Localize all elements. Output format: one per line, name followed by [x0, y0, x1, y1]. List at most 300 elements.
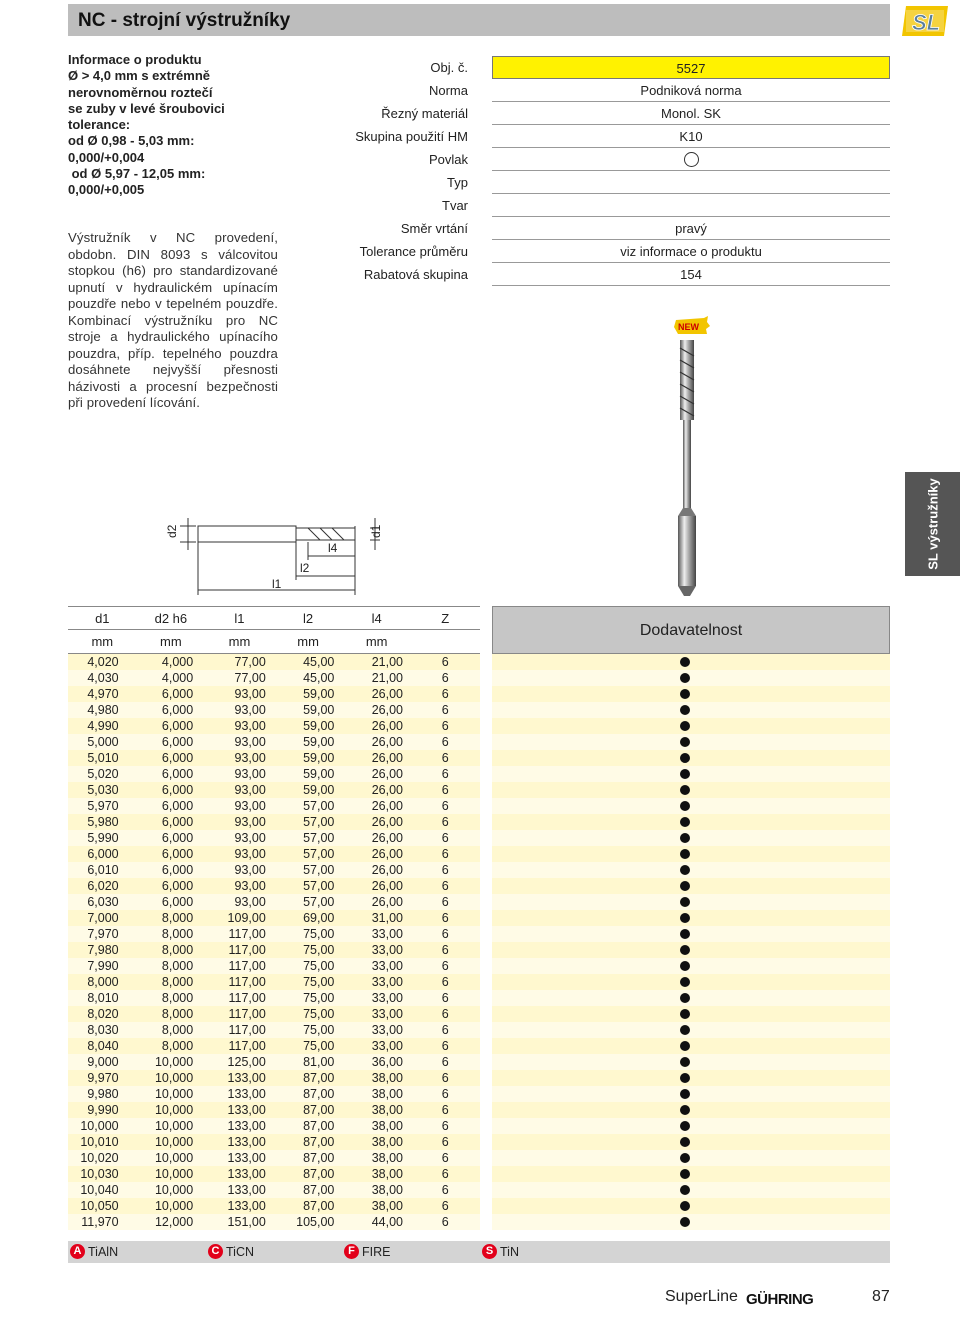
- table-row: [68, 718, 890, 734]
- table-row-values: [68, 1118, 480, 1134]
- available-dot-icon: [680, 833, 690, 843]
- table-cell: 6: [441, 1215, 449, 1229]
- table-cell: 10,000: [154, 1071, 194, 1085]
- table-cell: 10,030: [80, 1167, 119, 1181]
- availability-cell: [492, 1102, 890, 1118]
- availability-cell: [492, 1118, 890, 1134]
- available-dot-icon: [680, 801, 690, 811]
- table-cell: 26,00: [371, 719, 403, 733]
- table-cell: 12,000: [154, 1215, 194, 1229]
- available-dot-icon: [680, 689, 690, 699]
- table-cell: 6: [441, 767, 449, 781]
- info-line: od Ø 5,97 - 12,05 mm:: [68, 166, 206, 182]
- info-line: Ø > 4,0 mm s extrémně: [68, 68, 210, 84]
- table-cell: 6,000: [161, 767, 194, 781]
- table-cell: 5,020: [87, 767, 119, 781]
- info-line: se zuby v levé šroubovici: [68, 100, 225, 116]
- table-row-values: [68, 990, 480, 1006]
- table-cell: 93,00: [234, 751, 266, 765]
- available-dot-icon: [680, 1009, 690, 1019]
- table-row-values: [68, 814, 480, 830]
- table-cell: 77,00: [234, 671, 266, 685]
- availability-cell: [492, 1214, 890, 1230]
- table-cell: 11,970: [81, 1215, 119, 1229]
- table-cell: 6: [441, 1167, 449, 1181]
- table-cell: 8,000: [161, 975, 194, 989]
- availability-cell: [492, 798, 890, 814]
- table-row-values: [68, 1150, 480, 1166]
- table-cell: 133,00: [227, 1119, 266, 1133]
- footer-brand: SuperLine: [665, 1288, 738, 1305]
- table-cell: 4,990: [87, 719, 119, 733]
- col-unit: mm: [228, 634, 251, 649]
- table-cell: 10,020: [80, 1151, 119, 1165]
- col-header-z: Z: [441, 611, 450, 626]
- uncoated-circle-icon: [684, 152, 699, 167]
- table-cell: 6: [441, 751, 449, 765]
- table-row: [68, 782, 890, 798]
- table-row: [68, 1070, 890, 1086]
- availability-header: [492, 606, 890, 654]
- table-row: [68, 1054, 890, 1070]
- table-cell: 6,000: [161, 751, 194, 765]
- table-cell: 4,000: [161, 655, 194, 669]
- table-cell: 133,00: [227, 1183, 266, 1197]
- table-row-values: [68, 798, 480, 814]
- table-cell: 133,00: [227, 1071, 266, 1085]
- table-cell: 117,00: [228, 959, 266, 973]
- table-row-values: [68, 926, 480, 942]
- table-unit-row: [68, 630, 480, 654]
- table-cell: 75,00: [303, 927, 335, 941]
- table-cell: 10,010: [80, 1135, 119, 1149]
- table-cell: 5,030: [87, 783, 119, 797]
- table-row-values: [68, 1086, 480, 1102]
- table-cell: 38,00: [371, 1119, 403, 1133]
- table-cell: 10,000: [154, 1183, 194, 1197]
- table-cell: 93,00: [234, 767, 266, 781]
- table-cell: 59,00: [303, 703, 335, 717]
- table-cell: 26,00: [371, 863, 403, 877]
- table-cell: 10,000: [154, 1103, 194, 1117]
- table-row: [68, 1134, 890, 1150]
- table-row: [68, 862, 890, 878]
- table-cell: 33,00: [371, 1023, 403, 1037]
- table-cell: 45,00: [303, 671, 335, 685]
- table-cell: 6,000: [161, 815, 194, 829]
- table-cell: 6: [441, 863, 449, 877]
- table-cell: 87,00: [303, 1167, 335, 1181]
- col-unit: mm: [160, 634, 182, 649]
- availability-cell: [492, 670, 890, 686]
- table-row-values: [68, 1134, 480, 1150]
- spec-label: Skupina použití HM: [355, 129, 468, 144]
- table-cell: 26,00: [371, 831, 403, 845]
- table-cell: 6: [441, 847, 449, 861]
- table-cell: 105,00: [296, 1215, 335, 1229]
- table-cell: 133,00: [227, 1199, 266, 1213]
- technical-drawing: [150, 500, 400, 595]
- section-side-tab: [905, 472, 960, 576]
- legend-label: TiAlN: [88, 1244, 119, 1259]
- table-row: [68, 1118, 890, 1134]
- info-line: 0,000/+0,004: [68, 149, 145, 165]
- table-row-values: [68, 686, 480, 702]
- table-row-values: [68, 846, 480, 862]
- info-line: Informace o produktu: [68, 52, 202, 67]
- table-row-values: [68, 718, 480, 734]
- table-cell: 4,000: [161, 671, 194, 685]
- table-row-values: [68, 782, 480, 798]
- table-cell: 10,000: [80, 1119, 119, 1133]
- table-cell: 5,010: [87, 751, 119, 765]
- table-cell: 133,00: [227, 1167, 266, 1181]
- availability-cell: [492, 702, 890, 718]
- table-cell: 6: [441, 895, 449, 909]
- available-dot-icon: [680, 1057, 690, 1067]
- table-row-values: [68, 1102, 480, 1118]
- availability-cell: [492, 1182, 890, 1198]
- table-cell: 87,00: [303, 1071, 335, 1085]
- table-cell: 6: [441, 879, 449, 893]
- table-cell: 77,00: [234, 655, 266, 669]
- table-cell: 75,00: [303, 1007, 335, 1021]
- table-cell: 26,00: [371, 703, 403, 717]
- table-cell: 93,00: [234, 783, 266, 797]
- table-cell: 33,00: [371, 959, 403, 973]
- availability-cell: [492, 814, 890, 830]
- table-cell: 151,00: [227, 1215, 266, 1229]
- table-cell: 31,00: [371, 911, 403, 925]
- logo-text: SL: [912, 10, 941, 35]
- table-cell: 6,000: [161, 719, 194, 733]
- available-dot-icon: [680, 1137, 690, 1147]
- availability-cell: [492, 926, 890, 942]
- table-cell: 69,00: [303, 911, 335, 925]
- table-row-values: [68, 958, 480, 974]
- available-dot-icon: [680, 657, 690, 667]
- table-row: [68, 958, 890, 974]
- table-cell: 81,00: [303, 1055, 335, 1069]
- table-cell: 75,00: [303, 1039, 335, 1053]
- table-cell: 10,050: [80, 1199, 119, 1213]
- table-cell: 6,000: [161, 847, 194, 861]
- table-cell: 6: [441, 831, 449, 845]
- table-cell: 38,00: [371, 1135, 403, 1149]
- table-cell: 4,020: [87, 655, 119, 669]
- available-dot-icon: [680, 1217, 690, 1227]
- table-row: [68, 942, 890, 958]
- coating-legend: [68, 1241, 890, 1263]
- available-dot-icon: [680, 897, 690, 907]
- table-cell: 87,00: [303, 1151, 335, 1165]
- table-cell: 10,000: [154, 1135, 194, 1149]
- table-cell: 93,00: [234, 831, 266, 845]
- table-cell: 133,00: [227, 1151, 266, 1165]
- table-cell: 8,000: [161, 943, 194, 957]
- table-cell: 8,000: [161, 1007, 194, 1021]
- table-cell: 6: [441, 1055, 449, 1069]
- table-row-values: [68, 1166, 480, 1182]
- table-cell: 26,00: [371, 767, 403, 781]
- table-cell: 21,00: [371, 655, 403, 669]
- table-cell: 26,00: [371, 847, 403, 861]
- available-dot-icon: [680, 977, 690, 987]
- new-badge-icon: [674, 316, 710, 336]
- table-cell: 6: [441, 1071, 449, 1085]
- table-row-values: [68, 1006, 480, 1022]
- table-cell: 133,00: [227, 1135, 266, 1149]
- table-cell: 6: [441, 687, 449, 701]
- page-title: NC - strojní výstružníky: [78, 10, 291, 31]
- info-line: tolerance:: [68, 117, 131, 133]
- spec-label: Povlak: [428, 152, 468, 167]
- table-row-values: [68, 862, 480, 878]
- legend-item: [208, 1244, 254, 1259]
- new-badge-text: NEW: [678, 322, 699, 332]
- table-cell: 93,00: [234, 863, 266, 877]
- table-row-values: [68, 1198, 480, 1214]
- table-cell: 117,00: [228, 991, 266, 1005]
- table-row-values: [68, 670, 480, 686]
- table-row-values: [68, 702, 480, 718]
- table-row: [68, 846, 890, 862]
- available-dot-icon: [680, 1185, 690, 1195]
- table-cell: 6,000: [161, 863, 194, 877]
- reamer-tool-image: [672, 338, 702, 600]
- table-cell: 6: [441, 1087, 449, 1101]
- table-row: [68, 878, 890, 894]
- table-cell: 93,00: [234, 879, 266, 893]
- table-cell: 33,00: [371, 927, 403, 941]
- info-line: od Ø 0,98 - 5,03 mm:: [68, 133, 195, 149]
- available-dot-icon: [680, 1073, 690, 1083]
- availability-cell: [492, 1134, 890, 1150]
- table-cell: 93,00: [234, 735, 266, 749]
- col-header-d2: d2 h6: [154, 611, 188, 626]
- available-dot-icon: [680, 753, 690, 763]
- availability-cell: [492, 1038, 890, 1054]
- table-row: [68, 670, 890, 686]
- table-row: [68, 830, 890, 846]
- table-row-values: [68, 830, 480, 846]
- legend-item: [482, 1244, 519, 1259]
- availability-cell: [492, 766, 890, 782]
- available-dot-icon: [680, 993, 690, 1003]
- table-cell: 26,00: [371, 879, 403, 893]
- table-cell: 87,00: [303, 1183, 335, 1197]
- table-cell: 8,010: [87, 991, 119, 1005]
- table-cell: 75,00: [303, 943, 335, 957]
- table-cell: 6: [441, 927, 449, 941]
- table-row-values: [68, 1038, 480, 1054]
- availability-cell: [492, 1198, 890, 1214]
- availability-cell: [492, 1022, 890, 1038]
- available-dot-icon: [680, 849, 690, 859]
- table-cell: 75,00: [303, 959, 335, 973]
- table-cell: 26,00: [371, 799, 403, 813]
- table-cell: 38,00: [371, 1087, 403, 1101]
- availability-cell: [492, 990, 890, 1006]
- table-cell: 6: [441, 815, 449, 829]
- table-row: [68, 1006, 890, 1022]
- available-dot-icon: [680, 1089, 690, 1099]
- table-cell: 6: [441, 799, 449, 813]
- page-number: 87: [872, 1288, 890, 1305]
- legend-badge-icon: A: [70, 1244, 85, 1259]
- available-dot-icon: [680, 1025, 690, 1035]
- table-row-values: [68, 654, 480, 670]
- table-cell: 6,020: [87, 879, 119, 893]
- table-cell: 117,00: [228, 1007, 266, 1021]
- table-cell: 6: [441, 975, 449, 989]
- table-row: [68, 814, 890, 830]
- availability-cell: [492, 1150, 890, 1166]
- table-cell: 9,000: [87, 1055, 119, 1069]
- table-cell: 57,00: [303, 847, 335, 861]
- dimension-table-header: [68, 606, 480, 654]
- table-cell: 6: [441, 1199, 449, 1213]
- table-cell: 6,000: [161, 783, 194, 797]
- availability-cell: [492, 782, 890, 798]
- table-cell: 8,030: [87, 1023, 119, 1037]
- table-cell: 5,970: [87, 799, 119, 813]
- table-cell: 38,00: [371, 1183, 403, 1197]
- table-cell: 26,00: [371, 815, 403, 829]
- table-row-values: [68, 1182, 480, 1198]
- table-cell: 6,010: [87, 863, 119, 877]
- table-row: [68, 1198, 890, 1214]
- table-cell: 33,00: [371, 1039, 403, 1053]
- table-cell: 93,00: [234, 719, 266, 733]
- table-cell: 6,000: [161, 879, 194, 893]
- available-dot-icon: [680, 1041, 690, 1051]
- table-cell: 6,000: [161, 735, 194, 749]
- table-cell: 6: [441, 1103, 449, 1117]
- table-cell: 93,00: [234, 799, 266, 813]
- table-cell: 38,00: [371, 1167, 403, 1181]
- table-cell: 6: [441, 703, 449, 717]
- table-cell: 10,000: [154, 1119, 194, 1133]
- table-cell: 6: [441, 1135, 449, 1149]
- table-cell: 87,00: [303, 1135, 335, 1149]
- available-dot-icon: [680, 961, 690, 971]
- table-row: [68, 1102, 890, 1118]
- spec-label: Norma: [428, 83, 468, 98]
- table-row-values: [68, 766, 480, 782]
- legend-badge-icon: C: [208, 1244, 223, 1259]
- table-cell: 8,000: [161, 927, 194, 941]
- col-unit: mm: [91, 634, 114, 649]
- table-cell: 93,00: [234, 847, 266, 861]
- table-cell: 6: [441, 1119, 449, 1133]
- table-cell: 117,00: [228, 1023, 266, 1037]
- table-cell: 117,00: [228, 943, 266, 957]
- table-cell: 57,00: [303, 799, 335, 813]
- table-cell: 6,000: [161, 895, 194, 909]
- table-row: [68, 1038, 890, 1054]
- table-cell: 6,000: [161, 687, 194, 701]
- table-cell: 117,00: [228, 1039, 266, 1053]
- table-cell: 8,000: [161, 1039, 194, 1053]
- table-cell: 59,00: [303, 751, 335, 765]
- table-cell: 38,00: [371, 1199, 403, 1213]
- available-dot-icon: [680, 913, 690, 923]
- table-row-values: [68, 1022, 480, 1038]
- available-dot-icon: [680, 673, 690, 683]
- table-row: [68, 990, 890, 1006]
- table-cell: 26,00: [371, 783, 403, 797]
- table-cell: 133,00: [227, 1103, 266, 1117]
- availability-cell: [492, 974, 890, 990]
- spec-coating: [492, 148, 890, 171]
- table-row: [68, 926, 890, 942]
- table-cell: 26,00: [371, 735, 403, 749]
- table-cell: 5,990: [87, 831, 119, 845]
- available-dot-icon: [680, 817, 690, 827]
- table-cell: 117,00: [228, 975, 266, 989]
- table-cell: 109,00: [227, 911, 266, 925]
- drawing-label-d2: d2: [165, 524, 179, 538]
- table-row: [68, 910, 890, 926]
- table-cell: 57,00: [303, 815, 335, 829]
- table-cell: 6: [441, 783, 449, 797]
- table-cell: 125,00: [227, 1055, 266, 1069]
- availability-cell: [492, 846, 890, 862]
- table-cell: 6: [441, 1039, 449, 1053]
- table-row: [68, 686, 890, 702]
- table-cell: 6,000: [161, 831, 194, 845]
- table-cell: 9,990: [87, 1103, 119, 1117]
- available-dot-icon: [680, 1201, 690, 1211]
- table-cell: 6: [441, 735, 449, 749]
- available-dot-icon: [680, 881, 690, 891]
- table-cell: 57,00: [303, 895, 335, 909]
- table-row: [68, 1150, 890, 1166]
- table-row: [68, 1214, 890, 1230]
- table-row: [68, 750, 890, 766]
- availability-cell: [492, 878, 890, 894]
- availability-cell: [492, 1086, 890, 1102]
- table-cell: 33,00: [371, 1007, 403, 1021]
- table-cell: 8,040: [87, 1039, 119, 1053]
- available-dot-icon: [680, 705, 690, 715]
- table-cell: 8,020: [87, 1007, 119, 1021]
- spec-label: Směr vrtání: [400, 221, 468, 236]
- spec-label: Řezný materiál: [381, 106, 468, 121]
- table-row: [68, 734, 890, 750]
- available-dot-icon: [680, 721, 690, 731]
- table-cell: 93,00: [234, 703, 266, 717]
- spec-type: [492, 171, 890, 194]
- table-cell: 133,00: [227, 1087, 266, 1101]
- availability-cell: [492, 910, 890, 926]
- table-row-values: [68, 894, 480, 910]
- availability-cell: [492, 1070, 890, 1086]
- table-cell: 45,00: [303, 655, 335, 669]
- availability-header-label: Dodavatelnost: [639, 622, 743, 639]
- table-cell: 6: [441, 991, 449, 1005]
- table-cell: 59,00: [303, 735, 335, 749]
- table-row-values: [68, 942, 480, 958]
- spec-label: Typ: [447, 175, 468, 190]
- available-dot-icon: [680, 945, 690, 955]
- table-cell: 93,00: [234, 687, 266, 701]
- spec-shape: [492, 194, 890, 217]
- table-cell: 87,00: [303, 1103, 335, 1117]
- table-cell: 6,000: [161, 799, 194, 813]
- col-unit: [411, 630, 480, 653]
